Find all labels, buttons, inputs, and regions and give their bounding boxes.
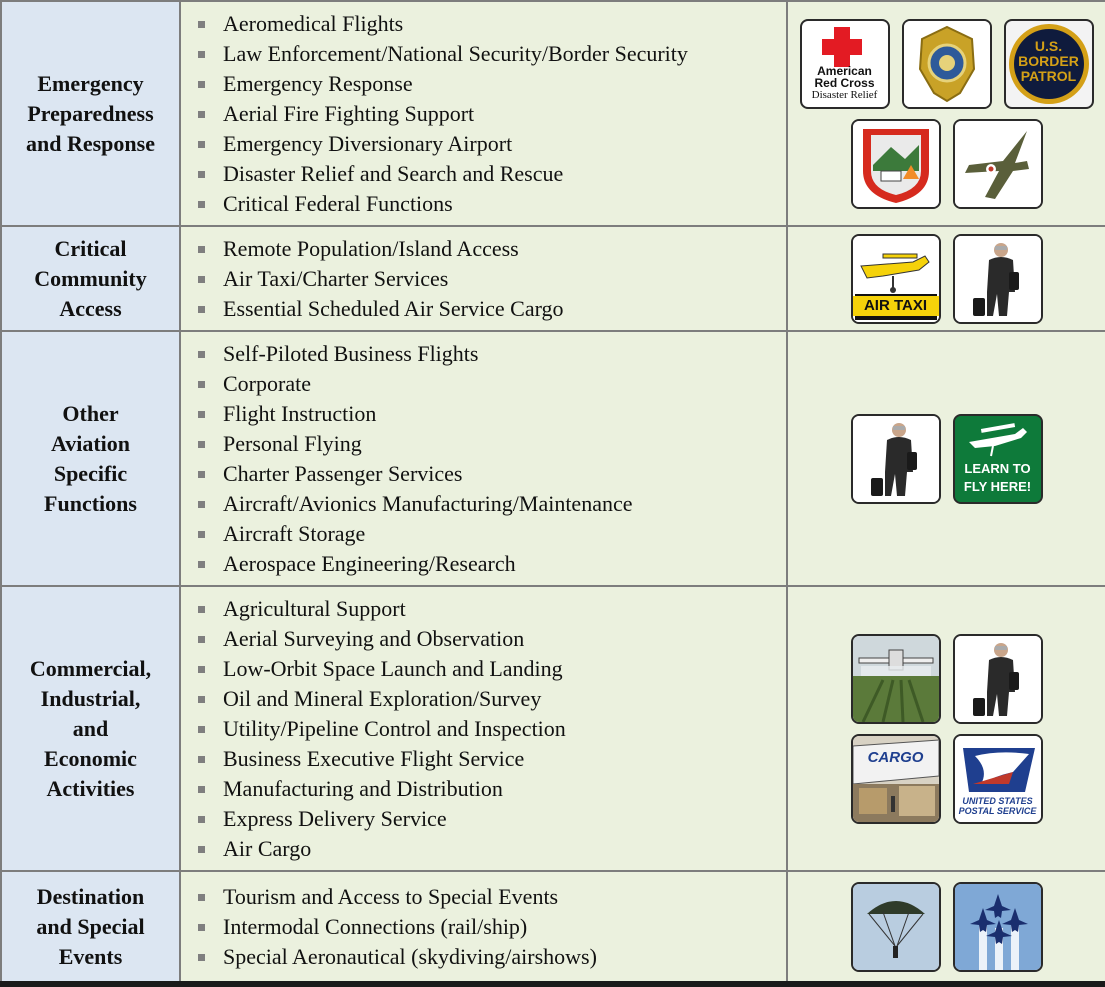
images-cell bbox=[787, 331, 1105, 586]
list-item bbox=[195, 234, 786, 264]
list-item bbox=[195, 9, 786, 39]
list-item bbox=[195, 549, 786, 579]
border-patrol-line1: U.S. bbox=[1034, 37, 1063, 54]
fire-department-patch-icon bbox=[851, 119, 941, 209]
item-text: Critical Federal Functions bbox=[223, 190, 453, 216]
images-cell bbox=[787, 1, 1105, 226]
bullet-icon bbox=[198, 846, 205, 853]
businessman-icon bbox=[851, 414, 941, 504]
images-cell bbox=[787, 871, 1105, 984]
category-label: Critical Community Access bbox=[34, 235, 147, 321]
bullet-icon bbox=[198, 141, 205, 148]
item-list bbox=[181, 594, 786, 864]
air-taxi-label: AIR TAXI bbox=[853, 296, 939, 316]
item-text: Aircraft Storage bbox=[223, 520, 366, 546]
bullet-icon bbox=[198, 726, 205, 733]
bullet-icon bbox=[198, 201, 205, 208]
bullet-icon bbox=[198, 471, 205, 478]
list-item bbox=[195, 99, 786, 129]
item-text: Tourism and Access to Special Events bbox=[223, 883, 559, 909]
item-list bbox=[181, 339, 786, 579]
list-item bbox=[195, 264, 786, 294]
law-enforcement-badge-icon bbox=[902, 19, 992, 109]
item-text: Air Cargo bbox=[223, 835, 312, 861]
bullet-icon bbox=[198, 51, 205, 58]
list-item bbox=[195, 774, 786, 804]
bullet-icon bbox=[198, 786, 205, 793]
category-label: Destination and Special Events bbox=[36, 883, 145, 969]
bullet-icon bbox=[198, 81, 205, 88]
crop-duster-photo-icon bbox=[851, 634, 941, 724]
border-patrol-line2: BORDER bbox=[1018, 52, 1079, 69]
businessman-icon bbox=[953, 234, 1043, 324]
category-label: Emergency Preparedness and Response bbox=[26, 70, 155, 156]
items-cell bbox=[180, 586, 787, 871]
bullet-icon bbox=[198, 636, 205, 643]
list-item bbox=[195, 294, 786, 324]
list-item bbox=[195, 39, 786, 69]
table-row bbox=[1, 586, 1105, 871]
cargo-label: CARGO bbox=[867, 748, 924, 766]
usps-line2: POSTAL SERVICE bbox=[958, 805, 1037, 816]
list-item bbox=[195, 594, 786, 624]
item-text: Special Aeronautical (skydiving/airshows) bbox=[223, 943, 597, 969]
bullet-icon bbox=[198, 501, 205, 508]
item-text: Low-Orbit Space Launch and Landing bbox=[223, 655, 563, 681]
item-text: Aerial Surveying and Observation bbox=[223, 625, 525, 651]
red-cross-line3: Disaster Relief bbox=[811, 88, 878, 101]
item-text: Intermodal Connections (rail/ship) bbox=[223, 913, 528, 939]
category-label: Other Aviation Specific Functions bbox=[44, 400, 137, 516]
bullet-icon bbox=[198, 276, 205, 283]
list-item bbox=[195, 519, 786, 549]
list-item bbox=[195, 684, 786, 714]
bullet-icon bbox=[198, 411, 205, 418]
bullet-icon bbox=[198, 111, 205, 118]
item-list bbox=[181, 882, 786, 972]
list-item bbox=[195, 624, 786, 654]
table-row bbox=[1, 331, 1105, 586]
bullet-icon bbox=[198, 924, 205, 931]
border-patrol-line3: PATROL bbox=[1020, 67, 1077, 84]
list-item bbox=[195, 912, 786, 942]
item-text: Self-Piloted Business Flights bbox=[223, 340, 479, 366]
item-text: Disaster Relief and Search and Rescue bbox=[223, 160, 564, 186]
list-item bbox=[195, 882, 786, 912]
item-text: Oil and Mineral Exploration/Survey bbox=[223, 685, 542, 711]
items-cell bbox=[180, 331, 787, 586]
items-cell bbox=[180, 871, 787, 984]
list-item bbox=[195, 69, 786, 99]
list-item bbox=[195, 189, 786, 219]
list-item bbox=[195, 429, 786, 459]
list-item bbox=[195, 714, 786, 744]
item-text: Aeromedical Flights bbox=[223, 10, 404, 36]
category-cell bbox=[1, 586, 180, 871]
list-item bbox=[195, 804, 786, 834]
category-label: Commercial, Industrial, and Economic Activities bbox=[29, 655, 152, 801]
item-text: Essential Scheduled Air Service Cargo bbox=[223, 295, 564, 321]
images-cell bbox=[787, 586, 1105, 871]
bullet-icon bbox=[198, 381, 205, 388]
item-text: Aerial Fire Fighting Support bbox=[223, 100, 475, 126]
item-text: Corporate bbox=[223, 370, 311, 396]
item-list bbox=[181, 9, 786, 219]
military-jet-icon bbox=[953, 119, 1043, 209]
list-item bbox=[195, 744, 786, 774]
list-item bbox=[195, 459, 786, 489]
air-taxi-sign-icon bbox=[851, 234, 941, 324]
list-item bbox=[195, 159, 786, 189]
list-item bbox=[195, 654, 786, 684]
items-cell bbox=[180, 226, 787, 331]
skydiver-photo-icon bbox=[851, 882, 941, 972]
list-item bbox=[195, 129, 786, 159]
learn-to-fly-line1: LEARN TO bbox=[964, 460, 1031, 476]
bullet-icon bbox=[198, 561, 205, 568]
item-text: Aircraft/Avionics Manufacturing/Maintenance bbox=[223, 490, 633, 516]
table-row bbox=[1, 1, 1105, 226]
item-text: Express Delivery Service bbox=[223, 805, 447, 831]
red-cross-logo-icon bbox=[800, 19, 890, 109]
list-item bbox=[195, 399, 786, 429]
bullet-icon bbox=[198, 21, 205, 28]
bullet-icon bbox=[198, 816, 205, 823]
bullet-icon bbox=[198, 954, 205, 961]
item-text: Emergency Diversionary Airport bbox=[223, 130, 513, 156]
item-text: Utility/Pipeline Control and Inspection bbox=[223, 715, 566, 741]
bullet-icon bbox=[198, 531, 205, 538]
item-text: Personal Flying bbox=[223, 430, 362, 456]
bullet-icon bbox=[198, 606, 205, 613]
red-cross-line1: American bbox=[817, 63, 872, 78]
table-row bbox=[1, 871, 1105, 984]
item-text: Agricultural Support bbox=[223, 595, 406, 621]
category-cell bbox=[1, 1, 180, 226]
table-row bbox=[1, 226, 1105, 331]
usps-line1: UNITED STATES bbox=[962, 795, 1033, 806]
red-cross-line2: Red Cross bbox=[814, 75, 875, 90]
item-text: Law Enforcement/National Security/Border Security bbox=[223, 40, 688, 66]
item-text: Charter Passenger Services bbox=[223, 460, 463, 486]
items-cell bbox=[180, 1, 787, 226]
bullet-icon bbox=[198, 666, 205, 673]
category-cell bbox=[1, 226, 180, 331]
bullet-icon bbox=[198, 696, 205, 703]
category-cell bbox=[1, 331, 180, 586]
list-item bbox=[195, 834, 786, 864]
bullet-icon bbox=[198, 894, 205, 901]
learn-to-fly-sign-icon bbox=[953, 414, 1043, 504]
cargo-plane-photo-icon bbox=[851, 734, 941, 824]
item-text: Manufacturing and Distribution bbox=[223, 775, 503, 801]
item-text: Business Executive Flight Service bbox=[223, 745, 525, 771]
bullet-icon bbox=[198, 306, 205, 313]
item-text: Aerospace Engineering/Research bbox=[223, 550, 516, 576]
bullet-icon bbox=[198, 171, 205, 178]
border-patrol-seal-icon bbox=[1004, 19, 1094, 109]
bullet-icon bbox=[198, 246, 205, 253]
list-item bbox=[195, 942, 786, 972]
item-list bbox=[181, 234, 786, 324]
blue-angels-jets-photo-icon bbox=[953, 882, 1043, 972]
item-text: Emergency Response bbox=[223, 70, 413, 96]
bullet-icon bbox=[198, 441, 205, 448]
bullet-icon bbox=[198, 756, 205, 763]
category-cell bbox=[1, 871, 180, 984]
usps-logo-icon bbox=[953, 734, 1043, 824]
images-cell bbox=[787, 226, 1105, 331]
bullet-icon bbox=[198, 351, 205, 358]
list-item bbox=[195, 489, 786, 519]
list-item bbox=[195, 339, 786, 369]
businessman-icon bbox=[953, 634, 1043, 724]
item-text: Flight Instruction bbox=[223, 400, 377, 426]
item-text: Remote Population/Island Access bbox=[223, 235, 519, 261]
list-item bbox=[195, 369, 786, 399]
item-text: Air Taxi/Charter Services bbox=[223, 265, 449, 291]
learn-to-fly-line2: FLY HERE! bbox=[963, 478, 1032, 494]
